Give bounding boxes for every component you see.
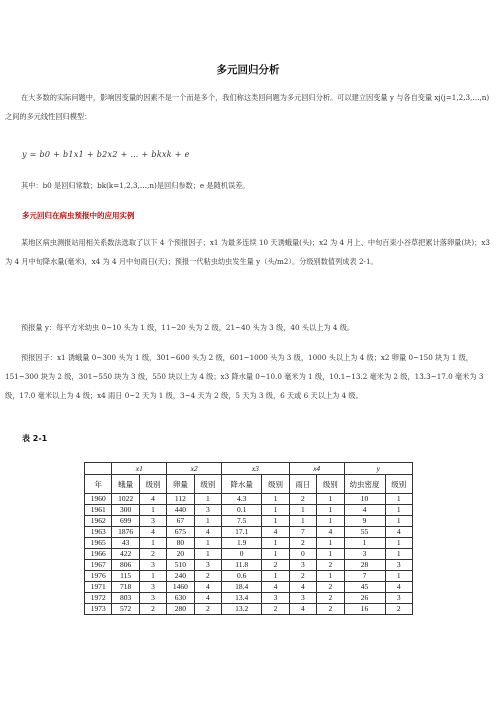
table-cell: 2 (194, 604, 221, 615)
table-cell: 1 (317, 494, 344, 505)
table-cell: 4 (139, 527, 166, 538)
table-cell: 45 (344, 582, 385, 593)
table-cell: 4 (194, 582, 221, 593)
table-cell: 1 (317, 571, 344, 582)
table-cell: 675 (167, 527, 194, 538)
table-cell: 1 (262, 516, 289, 527)
group-header-x4: x4 (289, 463, 344, 475)
year-cell: 1967 (85, 560, 112, 571)
table-cell: 2 (317, 604, 344, 615)
table-cell: 1 (194, 538, 221, 549)
column-header: 级别 (385, 475, 412, 494)
table-corner-cell (85, 463, 112, 475)
table-cell: 4 (262, 527, 289, 538)
table-cell: 3 (385, 593, 412, 604)
table-cell: 1 (139, 505, 166, 516)
table-cell: 4 (194, 593, 221, 604)
table-row (85, 593, 413, 604)
regression-formula: y = b0 + b1x1 + b2x2 + … + bkxk + e (22, 150, 190, 159)
table-cell: 7 (344, 571, 385, 582)
table-cell: 3 (139, 516, 166, 527)
year-cell: 1971 (85, 582, 112, 593)
intro-paragraph: 在大多数的实际问题中，影响因变量的因素不是一个而是多个，我们称这类回问题为多元回归分析。可以建立因变量 y 与各自变量 xj(j=1,2,3,…,n)之间的多元线性回归模型： (5, 93, 490, 121)
table-cell: 18.4 (222, 582, 262, 593)
table-cell: 806 (112, 560, 139, 571)
table-cell: 4 (289, 582, 316, 593)
table-cell: 0.1 (222, 505, 262, 516)
data-table (84, 462, 413, 615)
year-cell: 1966 (85, 549, 112, 560)
table-row (85, 571, 413, 582)
table-row (85, 604, 413, 615)
table-cell: 3 (139, 593, 166, 604)
table-cell: 2 (289, 571, 316, 582)
table-cell: 4.3 (222, 494, 262, 505)
table-cell: 1 (317, 549, 344, 560)
year-cell: 1961 (85, 505, 112, 516)
table-body (85, 494, 413, 615)
table-cell: 1 (194, 549, 221, 560)
table-row (85, 494, 413, 505)
table-cell: 3 (139, 560, 166, 571)
table-cell: 1022 (112, 494, 139, 505)
table-cell: 510 (167, 560, 194, 571)
table-cell: 3 (194, 560, 221, 571)
table-cell: 2 (262, 604, 289, 615)
table-cell: 1 (344, 538, 385, 549)
table-cell: 2 (317, 560, 344, 571)
group-header-y: y (344, 463, 412, 475)
table-cell: 1 (385, 516, 412, 527)
table-cell: 16 (344, 604, 385, 615)
table-cell: 422 (112, 549, 139, 560)
table-cell: 300 (112, 505, 139, 516)
column-header: 级别 (262, 475, 289, 494)
column-header: 幼虫密度 (344, 475, 385, 494)
table-cell: 2 (385, 604, 412, 615)
table-cell: 1 (262, 505, 289, 516)
table-cell: 7.5 (222, 516, 262, 527)
table-cell: 1 (139, 538, 166, 549)
table-row (85, 538, 413, 549)
table-cell: 1 (262, 549, 289, 560)
group-header-x1: x1 (112, 463, 167, 475)
column-header: 蛾量 (112, 475, 139, 494)
table-cell: 718 (112, 582, 139, 593)
table-row (85, 516, 413, 527)
table-cell: 1876 (112, 527, 139, 538)
table-cell: 1 (262, 538, 289, 549)
year-header: 年 (85, 475, 112, 494)
table-cell: 572 (112, 604, 139, 615)
table-cell: 1.9 (222, 538, 262, 549)
table-row (85, 560, 413, 571)
table-cell: 0.6 (222, 571, 262, 582)
table-cell: 4 (385, 527, 412, 538)
year-cell: 1962 (85, 516, 112, 527)
table-cell: 1460 (167, 582, 194, 593)
table-cell: 1 (289, 516, 316, 527)
table-cell: 115 (112, 571, 139, 582)
table-cell: 80 (167, 538, 194, 549)
table-cell: 2 (139, 549, 166, 560)
table-cell: 2 (317, 593, 344, 604)
table-cell: 7 (289, 527, 316, 538)
table-cell: 20 (167, 549, 194, 560)
year-cell: 1963 (85, 527, 112, 538)
table-cell: 630 (167, 593, 194, 604)
table-cell: 1 (262, 571, 289, 582)
table-cell: 13.4 (222, 593, 262, 604)
table-cell: 240 (167, 571, 194, 582)
table-cell: 4 (385, 582, 412, 593)
table-cell: 1 (317, 505, 344, 516)
table-cell: 55 (344, 527, 385, 538)
table-cell: 1 (139, 571, 166, 582)
table-cell: 17.1 (222, 527, 262, 538)
example-paragraph: 某地区病虫测报站用相关系数法选取了以下 4 个预报因子；x1 为最多连续 10 天诱蛾量(头)；x2 为 4 月上、中旬百束小谷草把累计落卵量(块)；x3 为 4 月中旬降水量(毫米)，x4 为 4 月中旬雨日(天)；预报一代粘虫幼虫发生量 y（头/m2）。分级别数值列成表 2-1。 (5, 238, 490, 266)
table-cell: 3 (289, 593, 316, 604)
table-cell: 803 (112, 593, 139, 604)
table-group-header-row (85, 463, 413, 475)
table-label: 表 2-1 (22, 434, 48, 443)
table-cell: 2 (289, 538, 316, 549)
table-cell: 4 (262, 582, 289, 593)
table-cell: 3 (344, 549, 385, 560)
column-header: 级别 (317, 475, 344, 494)
table-cell: 1 (262, 494, 289, 505)
year-cell: 1960 (85, 494, 112, 505)
table-cell: 1 (289, 505, 316, 516)
table-cell: 1 (317, 538, 344, 549)
group-header-x3: x3 (222, 463, 290, 475)
year-cell: 1973 (85, 604, 112, 615)
table-sub-header-row (85, 475, 413, 494)
table-cell: 1 (194, 494, 221, 505)
table-cell: 112 (167, 494, 194, 505)
table-cell: 4 (194, 527, 221, 538)
table-cell: 0 (289, 549, 316, 560)
table-cell: 2 (194, 571, 221, 582)
year-cell: 1976 (85, 571, 112, 582)
table-cell: 4 (317, 527, 344, 538)
section-heading: 多元回归在病虫预报中的应用实例 (22, 211, 135, 220)
table-cell: 26 (344, 593, 385, 604)
table-cell: 0 (222, 549, 262, 560)
table-cell: 440 (167, 505, 194, 516)
table-cell: 1 (385, 494, 412, 505)
table-cell: 43 (112, 538, 139, 549)
table-cell: 1 (317, 516, 344, 527)
column-header: 级别 (139, 475, 166, 494)
table-cell: 3 (289, 560, 316, 571)
table-cell: 2 (139, 604, 166, 615)
table-cell: 11.8 (222, 560, 262, 571)
table-row (85, 549, 413, 560)
forecast-paragraph: 预报量 y：每平方米幼虫 0~10 头为 1 级，11~20 头为 2 级，21~40 头为 3 级，40 头以上为 4 级。 (21, 323, 355, 332)
table-cell: 1 (194, 516, 221, 527)
factors-paragraph: 预报因子：x1 诱蛾量 0~300 头为 1 级，301~600 头为 2 级，601~1000 头为 3 级，1000 头以上为 4 级；x2 卵量 0~150 块为 1 级，151~300 块为 2 级，301~550 块为 3 级，550 块以上为 4 级；x3 降水量 0~10.0 毫米为 1 级，10.1~13.2 毫米为 2 级，13.3~17.0 毫米为 3 级，17.0 毫米以上为 4 级；x4 雨日 0~2 天为 1 级，3~4 天为 2 级，5 天为 3 级，6 天或 6 天以上为 4 级。 (5, 353, 484, 400)
table-row (85, 582, 413, 593)
table-cell: 1 (385, 505, 412, 516)
table-cell: 1 (385, 571, 412, 582)
table-cell: 1 (385, 549, 412, 560)
table-cell: 2 (289, 494, 316, 505)
column-header: 降水量 (222, 475, 262, 494)
table-cell: 67 (167, 516, 194, 527)
table-cell: 2 (317, 582, 344, 593)
column-header: 级别 (194, 475, 221, 494)
group-header-x2: x2 (167, 463, 222, 475)
table-cell: 2 (262, 560, 289, 571)
table-cell: 1 (385, 538, 412, 549)
table-row (85, 505, 413, 516)
table-cell: 3 (262, 593, 289, 604)
table-cell: 3 (385, 560, 412, 571)
table-cell: 699 (112, 516, 139, 527)
table-cell: 4 (289, 604, 316, 615)
table-cell: 280 (167, 604, 194, 615)
column-header: 雨日 (289, 475, 316, 494)
year-cell: 1972 (85, 593, 112, 604)
table-row (85, 527, 413, 538)
table-cell: 9 (344, 516, 385, 527)
table-cell: 4 (344, 505, 385, 516)
table-cell: 3 (139, 582, 166, 593)
table-cell: 4 (139, 494, 166, 505)
year-cell: 1965 (85, 538, 112, 549)
formula-explanation: 其中：b0 是回归常数；bk(k=1,2,3,…,n)是回归参数；e 是随机误差。 (21, 181, 250, 190)
table-cell: 13.2 (222, 604, 262, 615)
column-header: 卵量 (167, 475, 194, 494)
page-title: 多元回归分析 (216, 64, 280, 76)
table-cell: 28 (344, 560, 385, 571)
table-cell: 10 (344, 494, 385, 505)
table-cell: 3 (194, 505, 221, 516)
